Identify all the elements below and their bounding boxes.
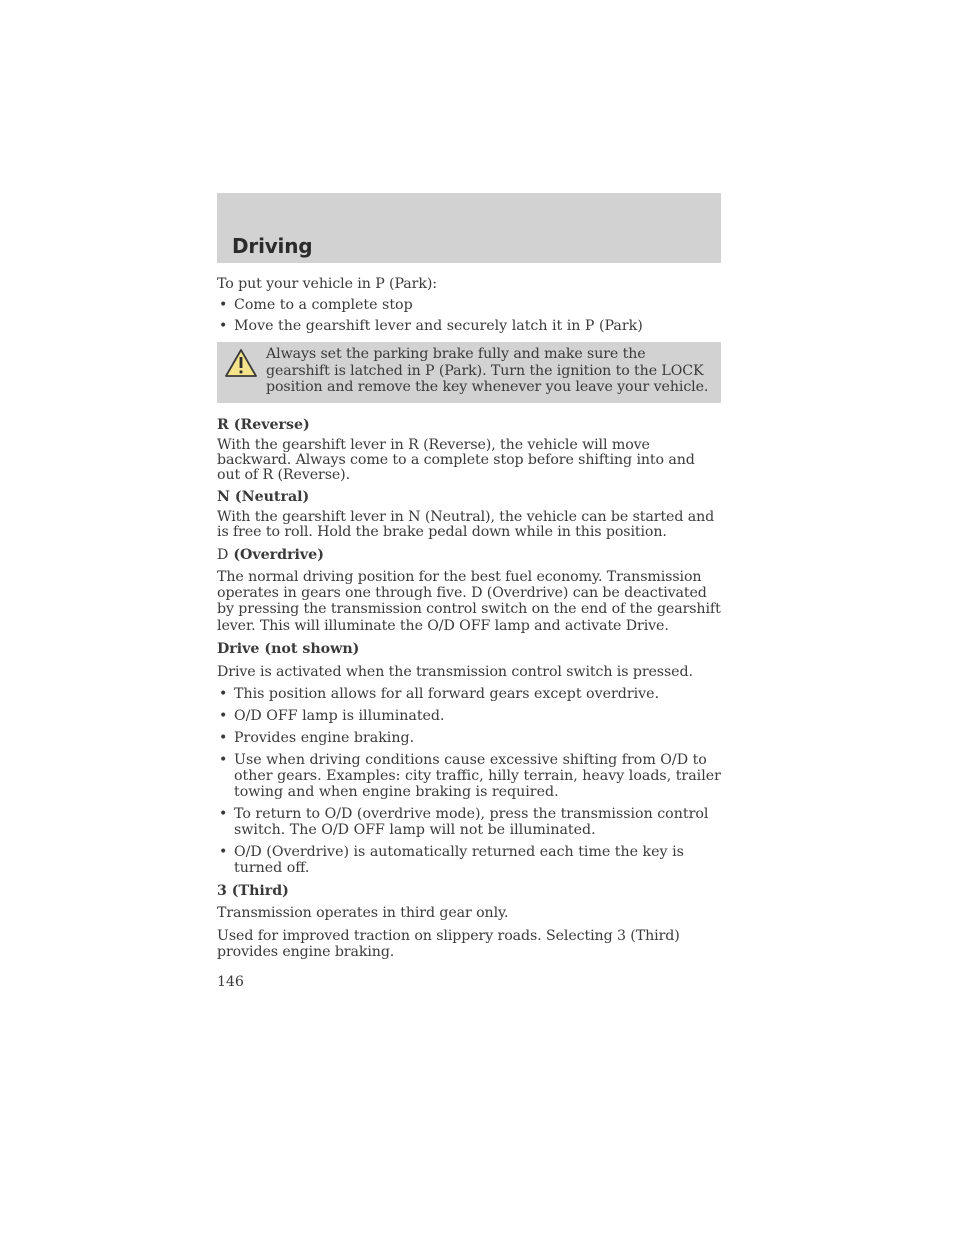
list-item: • Provides engine braking. [217, 730, 721, 746]
drive-bullet-list [217, 686, 721, 876]
overdrive-heading [217, 547, 721, 563]
section-header [217, 193, 721, 263]
neutral-text: With the gearshift lever in N (Neutral), the vehicle can be started and is free to roll. Hold the brake pedal down while in this position. [217, 508, 715, 540]
park-intro: To put your vehicle in P (Park): [217, 276, 437, 292]
third-text-1: Transmission operates in third gear only. [217, 905, 509, 922]
list-item: • O/D OFF lamp is illuminated. [217, 708, 721, 724]
overdrive-heading-bold: (Overdrive) [233, 546, 324, 563]
third-heading: 3 (Third) [217, 883, 289, 900]
overdrive-heading-prefix: D [217, 546, 229, 563]
page-number: 146 [217, 974, 244, 991]
reverse-heading: R (Reverse) [217, 416, 310, 433]
list-item: • Come to a complete stop [217, 297, 721, 313]
list-item: • To return to O/D (overdrive mode), press the transmission control switch. The O/D OFF lamp will not be illuminated. [217, 806, 721, 838]
third-text-2: Used for improved traction on slippery roads. Selecting 3 (Third) provides engine braking. [217, 928, 680, 961]
warning-triangle-icon [224, 348, 258, 380]
warning-box [217, 342, 721, 403]
park-bullet-list [217, 297, 721, 334]
list-item: • O/D (Overdrive) is automatically returned each time the key is turned off. [217, 844, 721, 876]
warning-text: Always set the parking brake fully and make sure the gearshift is latched in P (Park). Turn the ignition to the LOCK position and remove the key whenever you leave your vehicle. [266, 346, 709, 395]
neutral-heading: N (Neutral) [217, 488, 310, 505]
section-title: Driving [232, 234, 313, 258]
page-content [217, 276, 721, 990]
drive-text: Drive is activated when the transmission control switch is pressed. [217, 664, 693, 681]
list-item: • Move the gearshift lever and securely latch it in P (Park) [217, 318, 721, 334]
overdrive-text: The normal driving position for the best fuel economy. Transmission operates in gears one through five. D (Overdrive) can be deactivated by pressing the transmission control switch on the end of the gearshift lever. This will illuminate the O/D OFF lamp and activate Drive. [217, 568, 721, 634]
list-item: • This position allows for all forward gears except overdrive. [217, 686, 721, 702]
list-item: • Use when driving conditions cause excessive shifting from O/D to other gears. Examples: city traffic, hilly terrain, heavy loads, trailer towing and when engine braking is required. [217, 752, 721, 800]
drive-heading: Drive (not shown) [217, 641, 360, 658]
reverse-text: With the gearshift lever in R (Reverse), the vehicle will move backward. Always come to a complete stop before shifting into and out of R (Reverse). [217, 436, 695, 483]
